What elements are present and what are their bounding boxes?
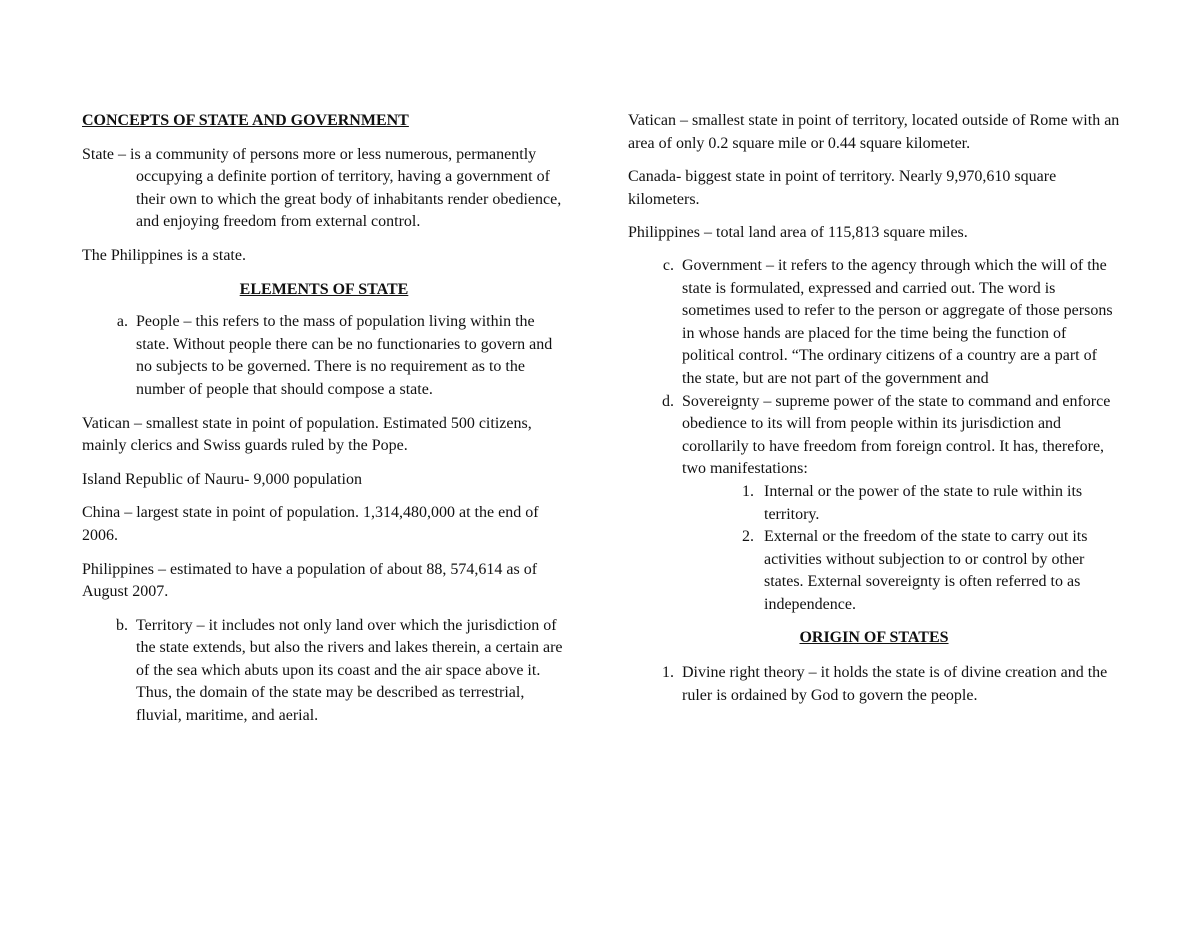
paragraph-canada: Canada- biggest state in point of territory. Nearly 9,970,610 square kilometers. — [628, 168, 1057, 208]
element-territory — [82, 615, 566, 728]
sovereignty-external-text: External or the freedom of the state to carry out its activities without subjection to or control by other states. External sovereignty is often referred to as independence. — [764, 528, 1088, 613]
sovereignty-external — [628, 526, 1120, 616]
element-sovereignty — [628, 391, 1120, 481]
paragraph-china: China – largest state in point of population. 1,314,480,000 at the end of 2006. — [82, 504, 539, 544]
document-title: CONCEPTS OF STATE AND GOVERNMENT — [82, 112, 409, 129]
element-sovereignty-text: Sovereignty – supreme power of the state to command and enforce obedience to its will from people within its jurisdiction and corollarily to have freedom from foreign control. It has, therefore, two manifestations: — [682, 392, 1111, 478]
element-territory-text: Territory – it includes not only land over which the jurisdiction of the state extends, but also the rivers and lakes therein, a certain are of the sea which abuts upon its coast and the air space above it. Thus, the domain of the state may be described as terrestrial, fluvial, maritime, and aerial. — [136, 616, 563, 725]
list-marker: 2. — [742, 528, 754, 546]
list-marker: d. — [662, 392, 674, 410]
list-marker: b. — [116, 616, 128, 634]
sovereignty-internal-text: Internal or the power of the state to rule within its territory. — [764, 482, 1083, 523]
element-people — [82, 311, 566, 401]
paragraph-vatican-population: Vatican – smallest state in point of population. Estimated 500 citizens, mainly clerics and Swiss guards ruled by the Pope. — [82, 414, 532, 455]
divine-right-theory-text: Divine right theory – it holds the state is of divine creation and the ruler is ordained by God to govern the people. — [682, 664, 1108, 704]
paragraph-philippines-area: Philippines – total land area of 115,813 square miles. — [628, 224, 968, 242]
list-marker: 1. — [742, 482, 754, 500]
list-marker: 1. — [662, 664, 674, 682]
element-government-text: Government – it refers to the agency through which the will of the state is formulated, expressed and carried out. The word is sometimes used to refer to the person or aggregate of those persons in whose hands are placed for the time being the function of political control. “The ordinary citizens of a country are a part of the state, but are not part of the government and — [682, 256, 1113, 387]
list-marker: c. — [662, 256, 674, 274]
right-column — [628, 110, 1120, 707]
divine-right-theory — [628, 662, 1120, 707]
philippines-state-statement: The Philippines is a state. — [82, 246, 246, 264]
left-column — [82, 110, 566, 728]
paragraph-vatican-territory: Vatican – smallest state in point of territory, located outside of Rome with an area of only 0.2 square mile or 0.44 square kilometer. — [628, 112, 1120, 152]
origin-heading: ORIGIN OF STATES — [799, 629, 949, 647]
state-definition: State – is a community of persons more or less numerous, permanently occupying a definite portion of territory, having a government of their own to which the great body of inhabitants render obedience, and enjoying freedom from external control. — [82, 145, 562, 231]
paragraph-nauru: Island Republic of Nauru- 9,000 population — [82, 470, 362, 488]
paragraph-philippines-population: Philippines – estimated to have a population of about 88, 574,614 as of August 2007. — [82, 560, 538, 601]
element-people-text: People – this refers to the mass of population living within the state. Without people there can be no functionaries to govern and no subjects to be governed. There is no requirement as to the number of people that should compose a state. — [136, 313, 553, 398]
elements-heading: ELEMENTS OF STATE — [239, 280, 409, 298]
list-marker: a. — [116, 313, 128, 331]
sovereignty-internal — [628, 481, 1120, 526]
element-government — [628, 255, 1120, 391]
